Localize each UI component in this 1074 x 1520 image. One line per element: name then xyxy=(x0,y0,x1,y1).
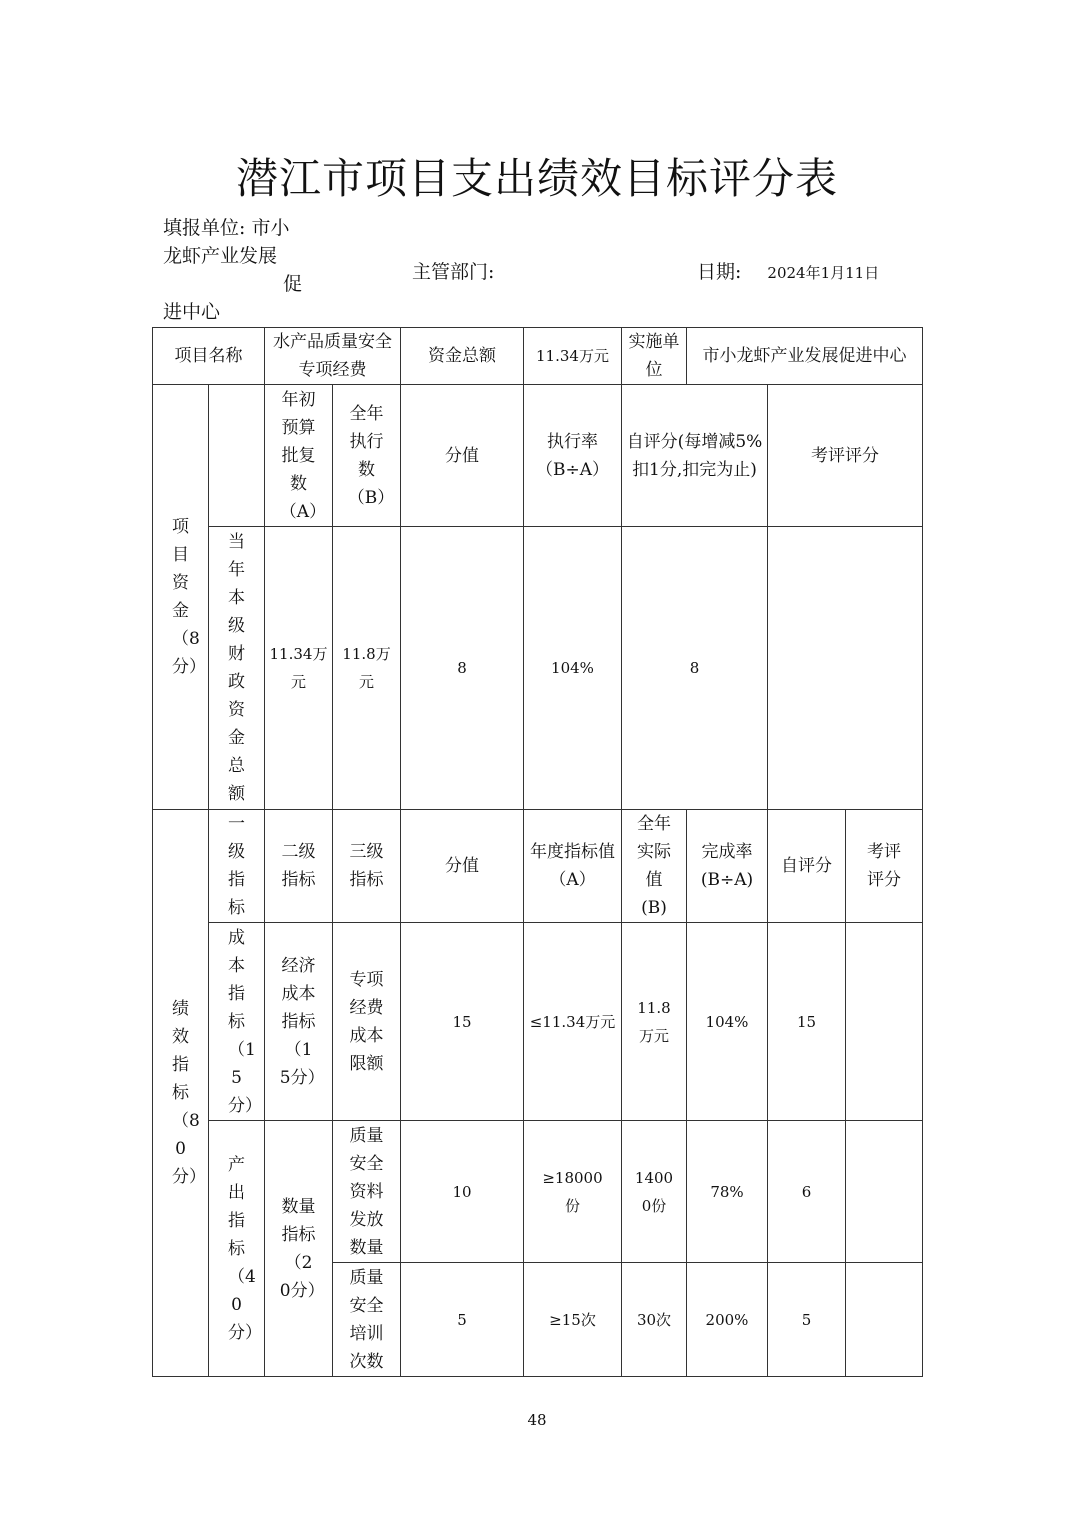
o2-l3-cell xyxy=(333,1263,401,1377)
funds-section-cell xyxy=(153,385,209,810)
o1-self: 6 xyxy=(768,1121,846,1263)
funds-self-header: 自评分(每增减5%扣1分,扣完为止) xyxy=(622,385,768,527)
o2-score: 5 xyxy=(401,1263,524,1377)
output-row-1 xyxy=(153,1121,923,1263)
funds-row-label-cell xyxy=(209,527,265,810)
cost-review xyxy=(846,923,923,1121)
funds-row-label: 当年本级财政资金总额 xyxy=(228,532,245,804)
actual-header: 全年实际值(B) xyxy=(636,814,671,918)
cost-l1: 成本指标（15分） xyxy=(228,927,262,1116)
funds-rate-value: 104% xyxy=(524,527,622,810)
funds-score-value: 8 xyxy=(401,527,524,810)
cost-l3-cell xyxy=(333,923,401,1121)
unit-value-2: 龙虾产业发展 xyxy=(163,245,278,267)
perf-score-header: 分值 xyxy=(401,810,524,923)
budget-header: 年初预算批复数（A） xyxy=(279,389,327,522)
fund-total-value: 11.34万元 xyxy=(524,328,622,385)
impl-unit-label: 实施单位 xyxy=(622,328,687,385)
l1-header: 一级指标 xyxy=(228,814,245,918)
completion-header: 完成率(B÷A) xyxy=(700,842,754,890)
funds-review-value xyxy=(768,527,923,810)
cost-target: ≤11.34万元 xyxy=(524,923,622,1121)
funds-data-row xyxy=(153,527,923,810)
output-l1: 产出指标（40分） xyxy=(228,1154,262,1343)
o1-rate: 78% xyxy=(687,1121,768,1263)
funds-budget-value: 11.34万元 xyxy=(265,527,333,810)
cost-score: 15 xyxy=(401,923,524,1121)
report-date xyxy=(697,258,879,287)
cost-l3: 专项经费成本限额 xyxy=(349,969,384,1074)
perf-section-cell xyxy=(153,810,209,1377)
funds-review-header: 考评评分 xyxy=(768,385,923,527)
perf-review-header: 考评评分 xyxy=(867,842,901,890)
perf-self-header: 自评分 xyxy=(768,810,846,923)
exec-header-cell xyxy=(333,385,401,527)
o1-target: ≥18000份 xyxy=(542,1168,603,1215)
project-name-value: 水产品质量安全专项经费 xyxy=(265,328,401,385)
supervising-dept: 主管部门: xyxy=(412,261,495,283)
page-number: 48 xyxy=(527,1411,547,1429)
output-l2-cell xyxy=(265,1121,333,1377)
l1-header-cell xyxy=(209,810,265,923)
o1-target-cell xyxy=(524,1121,622,1263)
funds-self-value: 8 xyxy=(622,527,768,810)
date-label: 日期: xyxy=(697,261,742,283)
l3-header: 三级指标 xyxy=(349,842,384,890)
l2-header-cell xyxy=(265,810,333,923)
exec-rate-header: 执行率（B÷A） xyxy=(524,385,622,527)
o1-l3: 质量安全资料发放数量 xyxy=(349,1125,384,1258)
page-title: 潜江市项目支出绩效目标评分表 xyxy=(235,154,838,203)
o1-score: 10 xyxy=(401,1121,524,1263)
cost-self: 15 xyxy=(768,923,846,1121)
o1-review xyxy=(846,1121,923,1263)
fund-total-label: 资金总额 xyxy=(401,328,524,385)
funds-section-label: 项目资金（8分） xyxy=(172,517,206,677)
cost-row xyxy=(153,923,923,1121)
unit-label: 填报单位: xyxy=(163,217,252,239)
funds-score-header: 分值 xyxy=(401,385,524,527)
cost-rate: 104% xyxy=(687,923,768,1121)
o2-review xyxy=(846,1263,923,1377)
actual-header-cell xyxy=(622,810,687,923)
funds-blank-header xyxy=(209,385,265,527)
project-row xyxy=(153,328,923,385)
o1-actual-cell xyxy=(622,1121,687,1263)
score-table xyxy=(152,327,923,1377)
output-l1-cell xyxy=(209,1121,265,1377)
target-header: 年度指标值（A） xyxy=(524,810,622,923)
budget-header-cell xyxy=(265,385,333,527)
perf-header-row xyxy=(153,810,923,923)
l2-header: 二级指标 xyxy=(281,842,316,890)
reporting-unit xyxy=(163,214,323,326)
perf-review-header-cell xyxy=(846,810,923,923)
o2-target: ≥15次 xyxy=(524,1263,622,1377)
perf-section-label: 绩效指标（80分） xyxy=(172,999,206,1187)
unit-value-4: 进中心 xyxy=(163,301,221,323)
output-l2: 数量指标（20分） xyxy=(279,1196,325,1301)
o2-rate: 200% xyxy=(687,1263,768,1377)
funds-exec-value: 11.8万元 xyxy=(333,527,401,810)
exec-header: 全年执行数（B） xyxy=(347,403,395,508)
date-value: 2024年1月11日 xyxy=(767,264,880,282)
completion-header-cell xyxy=(687,810,768,923)
o2-self: 5 xyxy=(768,1263,846,1377)
cost-actual: 11.8万元 xyxy=(637,998,671,1045)
funds-header-row xyxy=(153,385,923,527)
cost-l1-cell xyxy=(209,923,265,1121)
impl-unit-value: 市小龙虾产业发展促进中心 xyxy=(687,328,923,385)
cost-actual-cell xyxy=(622,923,687,1121)
o1-l3-cell xyxy=(333,1121,401,1263)
l3-header-cell xyxy=(333,810,401,923)
o1-actual: 14000份 xyxy=(634,1168,674,1215)
cost-l2-cell xyxy=(265,923,333,1121)
unit-value-1: 市小 xyxy=(251,217,290,239)
o2-l3: 质量安全培训次数 xyxy=(349,1267,384,1372)
cost-l2: 经济成本指标（15分） xyxy=(279,955,325,1088)
o2-actual: 30次 xyxy=(622,1263,687,1377)
project-name-label: 项目名称 xyxy=(153,328,265,385)
unit-value-3: 促 xyxy=(283,273,303,295)
